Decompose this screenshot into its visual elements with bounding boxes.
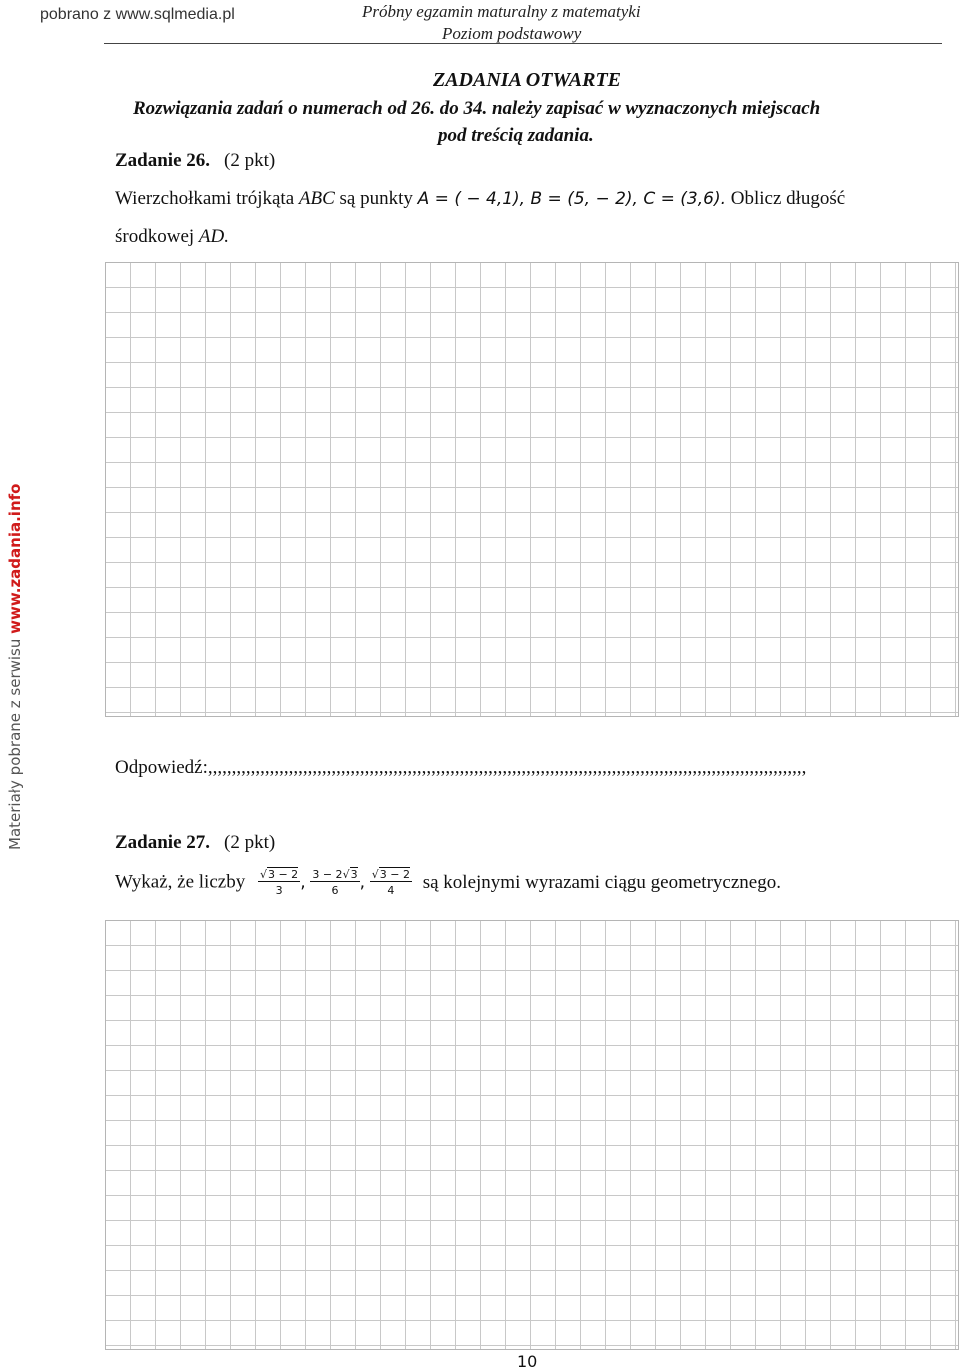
task-27-text-part1: Wykaż, że liczby xyxy=(115,871,246,893)
task-26-coordinates: A = ( − 4,1), B = (5, − 2), C = (3,6). xyxy=(417,189,726,209)
task-27-text-part2: są kolejnymi wyrazami ciągu geometrycznego. xyxy=(422,871,781,893)
fraction-3: $\frac{√3 - 2}{4}$ xyxy=(371,868,410,897)
task-27-answer-grid[interactable] xyxy=(105,920,959,1350)
task-27-text xyxy=(115,868,781,897)
task-27-title: Zadanie 27. xyxy=(115,832,211,853)
section-title: ZADANIA OTWARTE xyxy=(433,69,621,91)
task-27-points: (2 pkt) xyxy=(224,832,276,853)
separator-2: , xyxy=(359,872,365,893)
task-26-triangle: ABC xyxy=(298,188,335,209)
fraction-1: $\frac{√3 - 2}{3}$ xyxy=(259,868,299,897)
task-26-text-part3: Oblicz długość xyxy=(725,188,846,209)
task-26-answer-grid[interactable] xyxy=(105,262,959,717)
task-27-heading xyxy=(115,832,275,854)
fraction-3-numerator: 3 − 2 xyxy=(379,868,410,881)
task-26-answer-line xyxy=(115,757,806,779)
task-26-text-line2-prefix: środkowej xyxy=(115,226,199,247)
section-instruction-line1: Rozwiązania zadań o numerach od 26. do 34. należy zapisać w wyznaczonych miejscach xyxy=(133,98,821,119)
task-26-title: Zadanie 26. xyxy=(115,150,211,171)
section-instruction-line2: pod treścią zadania. xyxy=(438,125,594,146)
fraction-2-radicand: 3 xyxy=(350,868,358,881)
exam-title: Próbny egzamin maturalny z matematyki xyxy=(362,2,641,21)
separator-1: , xyxy=(300,872,306,893)
source-watermark: pobrano z www.sqlmedia.pl xyxy=(40,6,235,23)
fraction-1-denominator: 3 xyxy=(275,884,283,897)
page-number: 10 xyxy=(517,1352,538,1371)
task-26-text-part2: są punkty xyxy=(334,188,418,209)
task-26-segment: AD. xyxy=(198,226,229,247)
sidebar-prefix: Materiały pobrane z serwisu xyxy=(6,633,24,850)
task-26-text-part1: Wierzchołkami trójkąta xyxy=(115,188,299,209)
fraction-2-numerator: 3 − 2 xyxy=(312,868,343,881)
fraction-2: $\frac{3 - 2√3}{6}$ xyxy=(312,868,358,897)
sidebar-url: www.zadania.info xyxy=(6,483,24,634)
sidebar-watermark xyxy=(6,484,24,850)
fraction-1-numerator: 3 − 2 xyxy=(267,868,299,881)
task-26-text xyxy=(115,188,845,210)
task-26-text-line2 xyxy=(115,226,229,248)
task-26-points: (2 pkt) xyxy=(224,150,276,171)
answer-label: Odpowiedź: xyxy=(115,757,208,778)
fraction-3-denominator: 4 xyxy=(387,884,395,897)
exam-level: Poziom podstawowy xyxy=(442,24,582,43)
fraction-2-denominator: 6 xyxy=(331,884,339,897)
task-26-heading xyxy=(115,150,275,172)
answer-dots: ,,,,,,,,,,,,,,,,,,,,,,,,,,,,,,,,,,,,,,,,,,,,,,,,,,,,,,,,,,,,,,,,,,,,,,,,,,,,,,,,,,,,,,,,,,,,,,,,,,,,,,,,,,,,,,,,,,,,,,,,,,,,,, xyxy=(207,757,807,778)
header-rule xyxy=(104,43,942,44)
